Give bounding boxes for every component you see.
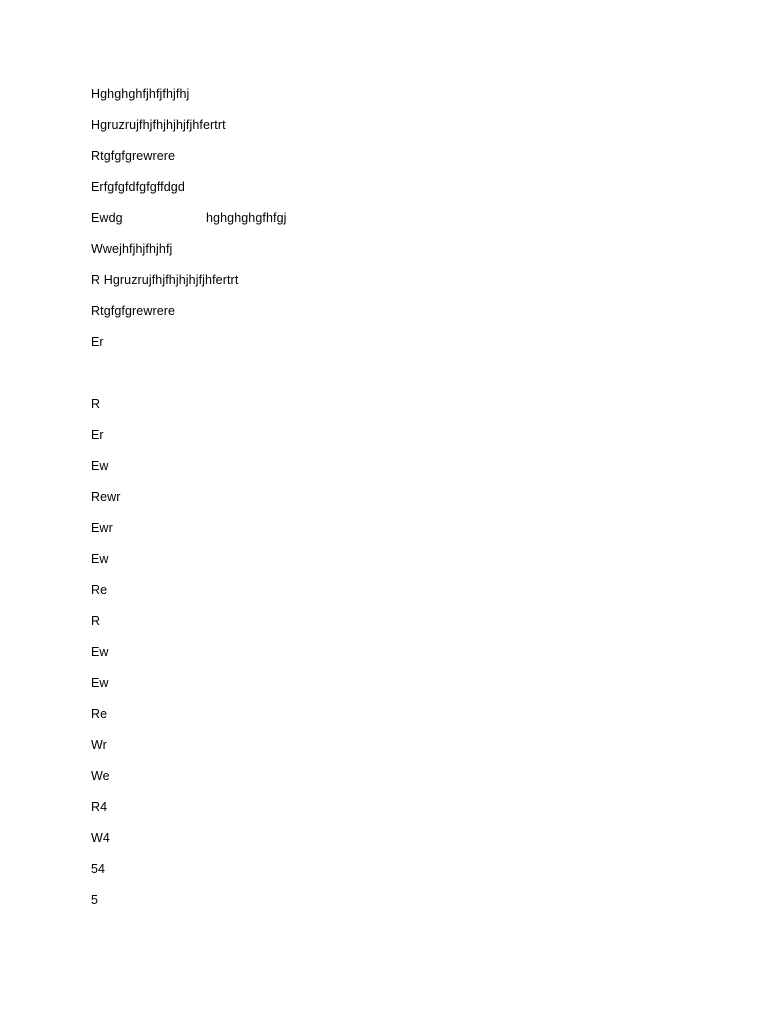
text-segment-left: Ewdg (91, 211, 123, 225)
text-line: Ew (91, 552, 109, 566)
text-line: R (91, 614, 101, 628)
text-line: R Hgruzrujfhjfhjhjhjfjhfertrt (91, 273, 239, 287)
text-line: Re (91, 583, 108, 597)
text-line: Rewr (91, 490, 121, 504)
text-line: R4 (91, 800, 108, 814)
text-line: Er (91, 428, 104, 442)
blank-line (91, 364, 711, 395)
text-line: W4 (91, 831, 110, 845)
text-line: Ew (91, 676, 109, 690)
text-line: Er (91, 335, 104, 349)
text-line: We (91, 769, 110, 783)
text-line: Erfgfgfdfgfgffdgd (91, 180, 185, 194)
text-line: Rtgfgfgrewrere (91, 149, 176, 163)
text-line: Wr (91, 738, 107, 752)
text-line: R (91, 397, 101, 411)
text-line: Wwejhfjhjfhjhfj (91, 242, 173, 256)
text-line: Ew (91, 645, 109, 659)
text-line: Hgruzrujfhjfhjhjhjfjhfertrt (91, 118, 226, 132)
text-line: Ewr (91, 521, 113, 535)
document-body (91, 85, 711, 922)
text-line: 5 (91, 893, 99, 907)
text-line (91, 209, 711, 240)
text-line: 54 (91, 862, 106, 876)
text-line: Re (91, 707, 108, 721)
text-line: Rtgfgfgrewrere (91, 304, 176, 318)
text-segment-right: hghghghgfhfgj (206, 211, 287, 225)
text-line: Ew (91, 459, 109, 473)
text-line: Hghghghfjhfjfhjfhj (91, 87, 190, 101)
